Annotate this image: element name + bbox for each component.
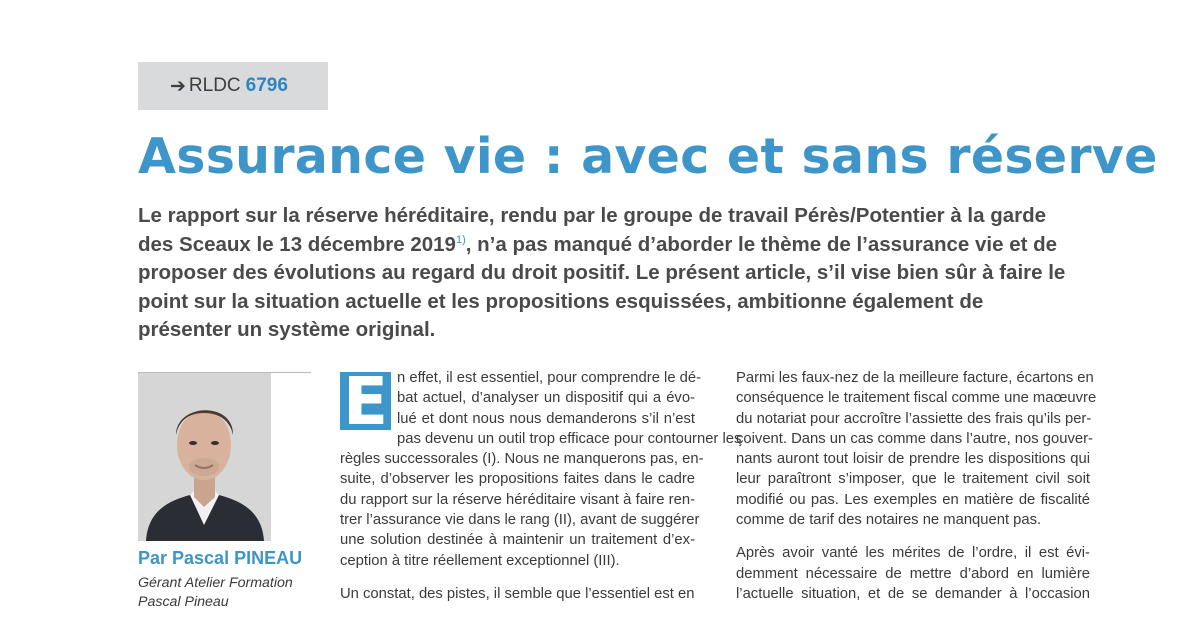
author-role-line: Pascal Pineau xyxy=(138,594,229,610)
text-line: bat actuel, d’analyser un dispositif qui a évo- xyxy=(397,390,695,407)
text-line: lué et dont nous nous demanderons s’il n’est xyxy=(397,410,695,427)
reference-number: 6796 xyxy=(245,75,288,96)
author-photo xyxy=(138,373,271,541)
text-line: conséquence le traitement fiscal comme une maœuvre xyxy=(736,390,1097,407)
author-role xyxy=(138,574,318,612)
text-line: leur paraîtront s’imposer, que le traitement civil soit xyxy=(736,471,1090,488)
text-line: demment nécessaire de mettre d’abord en lumière xyxy=(736,565,1090,582)
text-line: règles successorales (I). Nous ne manquerons pas, en- xyxy=(340,451,704,468)
text-line: trer l’assurance vie dans le rang (II), avant de suggérer xyxy=(340,512,700,529)
text-line: du notariat pour accroître l’assiette des frais qu’ils per- xyxy=(736,410,1092,427)
drop-cap: E xyxy=(340,372,391,430)
paragraph xyxy=(340,363,742,571)
paragraph xyxy=(736,368,1097,530)
article-column-2 xyxy=(736,368,1097,604)
page-bottom-edge xyxy=(0,622,1200,628)
text-line: pas devenu un outil trop efficace pour contourner les xyxy=(397,430,742,447)
text-line: comme de tarif des notaires ne manquent pas. xyxy=(736,512,1042,529)
paragraph xyxy=(340,584,695,604)
text-line: Après avoir vanté les mérites de l’ordre, il est évi- xyxy=(736,545,1090,562)
reference-prefix: RLDC xyxy=(188,75,241,96)
text-line: l’actuelle situation, et de se demander à l’occasion xyxy=(736,585,1090,602)
article-column-1 xyxy=(340,363,742,604)
author-name: Par Pascal PINEAU xyxy=(138,548,303,568)
text-line: du rapport sur la réserve héréditaire visant à faire ren- xyxy=(340,491,695,508)
footnote-ref[interactable]: 1) xyxy=(455,233,466,246)
lead-text-part2: , n’a pas manqué d’aborder le thème de l’assurance vie et de proposer des évolutions au regard du droit positif. Le présent article, s’il vise bien sûr à faire le point sur la situation actuelle et les propositions esquissées, ambitionne également de présenter un système original. xyxy=(138,232,1066,341)
text-line: Parmi les faux-nez de la meilleure facture, écartons en xyxy=(736,370,1094,386)
text-line: Un constat, des pistes, il semble que l’essentiel est en xyxy=(340,585,695,602)
lead-text-part1: Le rapport sur la réserve héréditaire, rendu par le groupe de travail Pérès/Potentier à la garde des Sceaux le 13 décembre 2019 xyxy=(138,204,1047,256)
text-line: çoivent. Dans un cas comme dans l’autre, nos gouver- xyxy=(736,430,1093,447)
text-line: suite, d’observer les propositions faites dans le cadre xyxy=(340,471,695,488)
reference-badge xyxy=(138,62,328,110)
text-line: n effet, il est essentiel, pour comprendre le dé- xyxy=(397,370,702,386)
article-lead xyxy=(138,202,1073,345)
author-role-line: Gérant Atelier Formation xyxy=(138,575,293,591)
arrow-right-icon: ➔ xyxy=(170,75,186,97)
article-title: Assurance vie : avec et sans réserve xyxy=(138,128,1158,185)
text-line: modifié ou pas. Les exemples en matière de fiscalité xyxy=(736,491,1090,508)
text-line: nants auront tout loisir de prendre les dispositions qui xyxy=(736,451,1090,468)
paragraph xyxy=(736,543,1090,604)
text-line: une solution destinée à maintenir un traitement d’ex- xyxy=(340,532,695,549)
text-line: ception à titre réellement exceptionnel (III). xyxy=(340,552,620,569)
author-portrait-illustration xyxy=(138,373,271,541)
